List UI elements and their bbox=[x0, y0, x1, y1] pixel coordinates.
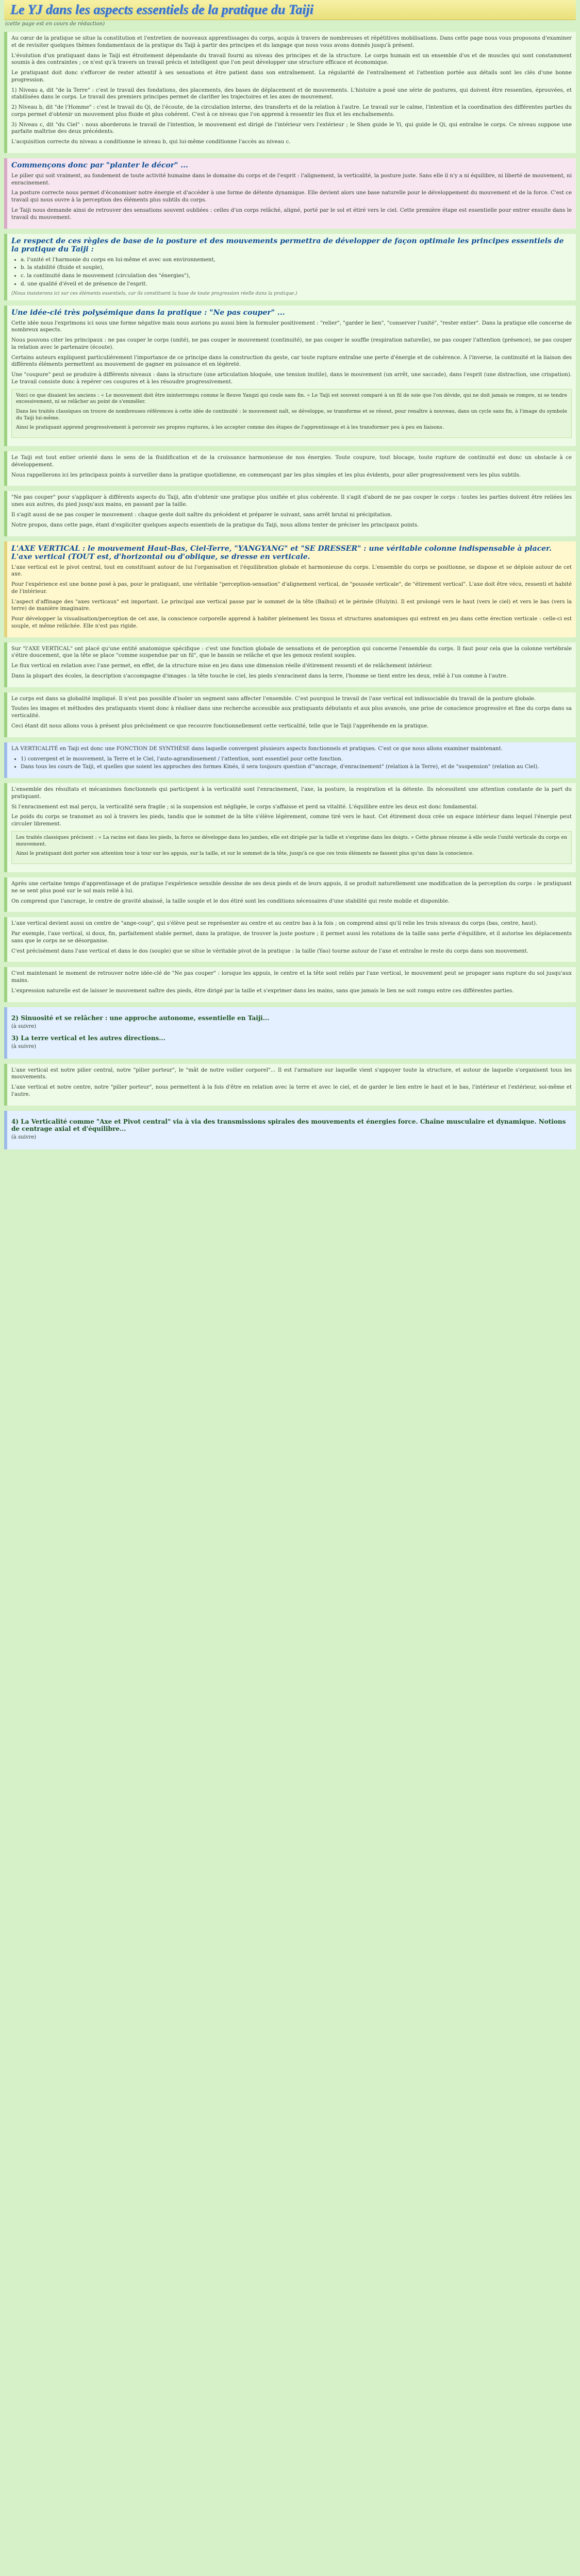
support-paragraph: Après une certaine temps d'apprentissage et de pratique l'expérience sensible dessine de ses deux pieds et de leurs appuis, il se produit naturellement une modification de la perception du corps : le pratiquant ne se sent plus posé sur le sol mais relié à lui. bbox=[11, 880, 572, 894]
followup-item: 3) La terre vertical et les autres directions... bbox=[11, 1034, 165, 1042]
base-rules-note: (Nous insisterons ici sur ces éléments essentiels, car ils constituent la base de toute progression réelle dans la pratique.) bbox=[11, 291, 297, 296]
vertebral-paragraph: Le flux vertical en relation avec l'axe permet, en effet, de la structure mise en jeu dans une dimension réelle d'étirement ressenti et de relâchement intérieur. bbox=[11, 663, 433, 669]
vertebral-section bbox=[4, 642, 576, 687]
function-item: • Dans tous les cours de Taiji, et quelles que soient les approches des formes Kinés, il sera toujours question d'"ancrage, d'enracinement" (relation à la Terre), et de "suspension" (relation au Ciel). bbox=[21, 764, 572, 771]
quote-paragraph: Dans les traités classiques on trouve de nombreuses références à cette idée de continuité : le mouvement naît, se développe, se transforme et se résout, pour renaître à nouveau, dans un cycle sans fin, à l'image du symbole du Taiji lui-même. bbox=[16, 409, 567, 421]
ne-pas-couper-paragraph: Notre propos, dans cette page, étant d'expliciter quelques aspects essentiels de la pratique du Taiji, nous allons tenter de préciser les principaux points. bbox=[11, 522, 419, 528]
pillar-paragraph: Le pilier qui soit vraiment, au fondement de toute activité humaine dans le domaine du corps et de l'esprit : l'alignement, la verticalité, la posture juste. Sans elle il n'y a ni équilibre, ni liberté de mouvement, ni enracinement. bbox=[11, 173, 572, 186]
idea-paragraph: Nous pouvons citer les principaux : ne pas couper le corps (unité), ne pas couper le mouvement (continuité), ne pas couper le souffle (respiration naturelle), ne pas couper l'attention (présence), ne pas couper la relation avec le partenaire (écoute). bbox=[11, 337, 572, 350]
rooting-paragraph: Le poids du corps se transmet au sol à travers les pieds, tandis que le sommet de la tête s'élève légèrement, comme tiré vers le haut. Cet étirement doux crée un espace intérieur dans lequel l'énergie peut circuler librement. bbox=[11, 814, 572, 827]
idea-quote bbox=[11, 389, 572, 438]
vertical-center-paragraph: Par exemple, l'axe vertical, si doux, fin, parfaitement stable permet, dans la pratique, de trouver la juste posture ; il permet aussi les rotations de la taille sans perte d'équilibre, et il autorise les déplacements sans que le corps ne se désorganise. bbox=[11, 931, 572, 944]
followup-answer: (à suivre) bbox=[11, 1023, 37, 1029]
final-answer: (à suivre) bbox=[11, 1134, 37, 1140]
followup-answer: (à suivre) bbox=[11, 1043, 37, 1049]
function-paragraph: LA VERTICALITÉ en Taiji est donc une FONCTION DE SYNTHÈSE dans laquelle convergent plusieurs aspects fonctionnels et pratiques. C'est ce que nous allons examiner maintenant. bbox=[11, 745, 503, 752]
ne-pas-couper-paragraph: Il s'agit aussi de ne pas couper le mouvement : chaque geste doit naître du précédent et préparer le suivant, sans arrêt brutal ni précipitation. bbox=[11, 512, 392, 518]
practice-paragraph: Toutes les images et méthodes des pratiquants visent donc à réaliser dans une recherche accessible aux pratiquants débutants et aux plus avancés, une prise de conscience progressive et fine du corps dans sa verticalité. bbox=[11, 706, 572, 719]
quote-paragraph: Ainsi le pratiquant apprend progressivement à percevoir ses propres ruptures, à les accepter comme des étapes de l'apprentissage et à les transformer peu à peu en liaisons. bbox=[16, 425, 444, 431]
rooting-paragraph: Si l'enracinement est mal perçu, la verticalité sera fragile ; si la suspension est négligée, le corps s'affaisse et perd sa vitalité. L'équilibre entre les deux est donc fondamental. bbox=[11, 804, 478, 810]
support-section bbox=[4, 877, 576, 912]
quote-paragraph: Ainsi le pratiquant doit porter son attention tour à tour sur les appuis, sur la taille, et sur le sommet de la tête, jusqu'à ce que ces trois éléments ne fassent plus qu'un dans la conscience. bbox=[16, 851, 474, 857]
quote-paragraph: Les traités classiques précisent : « La racine est dans les pieds, la force se développe dans les jambes, elle est dirigée par la taille et s'exprime dans les doigts. » Cette phrase résume à elle seule l'unité verticale du corps en mouvement. bbox=[16, 834, 567, 847]
base-rules-title: Le respect de ces règles de base de la posture et des mouvements permettra de développer de façon optimale les principes essentiels de la pratique du Taiji : bbox=[11, 236, 564, 253]
pillar-vertical-section bbox=[4, 1064, 576, 1106]
maintain-paragraph: L'expression naturelle est de laisser le mouvement naître des pieds, être dirigé par la taille et s'exprimer dans les mains, sans que jamais le lien ne soit rompu entre ces différentes parties. bbox=[11, 988, 514, 994]
axis-paragraph: Pour l'expérience est une bonne posé à pas, pour le pratiquant, une véritable "perception-sensation" d'alignement vertical, de "poussée verticale", de "étirement vertical". L'axe doit être vécu, ressenti et habité de l'intérieur. bbox=[11, 582, 572, 595]
followup-item: 2) Sinuosité et se relâcher : une approche autonome, essentielle en Taiji... bbox=[11, 1014, 270, 1022]
maintain-paragraph: C'est maintenant le moment de retrouver notre idée-clé de "Ne pas couper" : lorsque les appuis, le centre et la tête sont reliés par l'axe vertical, le mouvement peut se propager sans rupture du sol jusqu'aux mains. bbox=[11, 971, 572, 984]
final-title: 4) La Verticalité comme "Axe et Pivot central" via à via des transmissions spirales des mouvements et énergies force. Chaîne musculaire et dynamique. Notions de centrage axial et d'équilibre... bbox=[11, 1117, 566, 1132]
base-rule-item: • d. une qualité d'éveil et de présence de l'esprit. bbox=[21, 281, 572, 288]
axis-title: L'AXE VERTICAL : le mouvement Haut-Bas, Ciel-Terre, "YANGYANG" et "SE DRESSER" : une véritable colonne indispensable à placer. L'axe vertical (TOUT est, d'horizontal ou d'oblique, se dresse en verticale. bbox=[11, 544, 552, 561]
vertical-center-section bbox=[4, 917, 576, 962]
cut-paragraph: Nous rappellerons ici les principaux points à surveiller dans la pratique quotidienne, en commençant par les plus simples et les plus évidents, pour aller progressivement vers les plus subtils. bbox=[11, 472, 521, 478]
vertical-center-paragraph: L'axe vertical devient aussi un centre de "ange-coup", qui s'élève peut se représenter au centre et au centre bas à la fois ; on comprend ainsi qu'il relie les trois niveaux du corps (bas, centre, haut). bbox=[11, 921, 538, 927]
intro-paragraph: 2) Niveau b, dit "de l'Homme" : c'est le travail du Qi, de l'écoute, de la circulation interne, des transferts et de la relation à l'autre. Le travail sur le calme, l'intention et la coordination des différentes parties du corps permet d'obtenir un mouvement plus fluide et plus cohérent. C'est à ce niveau que l'on apprend à ressentir les flux et les enchaînements. bbox=[11, 105, 572, 117]
function-list bbox=[11, 756, 572, 771]
function-section bbox=[4, 742, 576, 778]
ne-pas-couper-section bbox=[4, 491, 576, 536]
axis-paragraph: L'axe vertical est le pivot central, tout en constituant autour de lui l'organisation et l'équilibration globale et harmonieuse du corps. L'ensemble du corps se positionne, se dispose et se déploie autour de cet axe. bbox=[11, 564, 572, 578]
intro-paragraph: L'évolution d'un pratiquant dans le Taiji est étroitement dépendante du travail fourni au niveau des principes et de la structure. Le corps humain est un ensemble d'os et de muscles qui sont constamment soumis à des contraintes ; ce n'est qu'à travers un travail précis et intelligent que l'on peut développer une structure efficace et économique. bbox=[11, 53, 572, 66]
base-rules-list bbox=[11, 257, 572, 288]
rooting-section bbox=[4, 783, 576, 872]
vertebral-paragraph: Sur "l'AXE VERTICAL" ont placé qu'une entité anatomique spécifique : c'est une fonction globale de sensations et de perception qui concerne l'ensemble du corps. Il faut pour cela que la colonne vertébrale s'étire doucement, que la tête se place "comme suspendue par un fil", que le bassin se relâche et que les genoux restent souples. bbox=[11, 646, 572, 659]
idea-paragraph: Une "coupure" peut se produire à différents niveaux : dans la structure (une articulation bloquée, une tension inutile), dans le mouvement (un arrêt, une saccade), dans l'esprit (une distraction, une crispation). Le travail consiste donc à repérer ces coupures et à les résoudre progressivement. bbox=[11, 372, 572, 385]
base-rule-item: • b. la stabilité (fluide et souple), bbox=[21, 264, 572, 272]
page-header bbox=[4, 0, 576, 20]
function-item: • 1) convergent et le mouvement, la Terre et le Ciel, l'auto-agrandissement / l'attention, sont essentiel pour cette fonction. bbox=[21, 756, 572, 763]
support-paragraph: On comprend que l'ancrage, le centre de gravité abaissé, la taille souple et le dos étiré sont les conditions nécessaires d'une stabilité qui reste mobile et disponible. bbox=[11, 898, 450, 904]
rooting-paragraph: L'ensemble des résultats et mécanismes fonctionnels qui participent à la verticalité sont l'enracinement, l'axe, la posture, la respiration et la détente. Ils nécessitent une attention constante de la part du pratiquant. bbox=[11, 787, 572, 800]
final-section bbox=[4, 1111, 576, 1149]
idea-section bbox=[4, 306, 576, 447]
base-rule-item: • c. la continuité dans le mouvement (circulation des "énergies"), bbox=[21, 273, 572, 280]
intro-paragraph: 3) Niveau c, dit "du Ciel" : nous aborderons le travail de l'intention, le mouvement est dirigé de l'intérieur vers l'extérieur ; le Shen guide le Yi, qui guide le Qi, qui entraîne le corps. Ce niveau suppose une parfaite maîtrise des deux précédents. bbox=[11, 122, 572, 135]
practice-paragraph: Le corps est dans sa globalité impliqué. Il n'est pas possible d'isoler un segment sans affecter l'ensemble. C'est pourquoi le travail de l'axe vertical est indissociable du travail de la posture globale. bbox=[11, 696, 536, 702]
practice-paragraph: Ceci étant dit nous allons vous à présent plus précisément ce que recouvre fonctionnellement cette verticalité, telle que le Taiji l'appréhende en la pratique. bbox=[11, 723, 429, 730]
axis-paragraph: L'aspect d'affinage des "axes verticaux" est important. Le principal axe vertical passe par le sommet de la tête (Baihui) et le périnée (Huiyin). Il est prolongé vers le haut (vers le ciel) et vers le bas (vers la terre) de manière imaginaire. bbox=[11, 599, 572, 612]
pillar-paragraph: Le Taiji nous demande ainsi de retrouver des sensations souvent oubliées : celles d'un corps relâché, aligné, porté par le sol et étiré vers le ciel. Cette première étape est essentielle pour entrer ensuite dans le travail du mouvement. bbox=[11, 208, 572, 221]
pillar-section bbox=[4, 158, 576, 229]
page-title: Le YJ dans les aspects essentiels de la pratique du Taiji bbox=[10, 2, 313, 17]
ne-pas-couper-paragraph: "Ne pas couper" pour s'appliquer à différents aspects du Taiji, afin d'obtenir une pratique plus unifiée et plus cohérente. Il s'agit d'abord de ne pas couper le corps : toutes les parties doivent être reliées les unes aux autres, du pied jusqu'aux mains, en passant par la taille. bbox=[11, 495, 572, 508]
maintain-section bbox=[4, 967, 576, 1002]
intro-paragraph: Au cœur de la pratique se situe la constitution et l'entretien de nouveaux apprentissages du corps, acquis à travers de nombreuses et répétitives mobilisations. Dans cette page nous vous proposons d'examiner et de revisiter quelques thèmes fondamentaux de la pratique du Taiji à partir des principes et du langage que nous vous avons donnés jusqu'à présent. bbox=[11, 36, 572, 48]
pillar-paragraph: La posture correcte nous permet d'économiser notre énergie et d'accéder à une forme de détente dynamique. Elle devient alors une base naturelle pour le développement du mouvement et de la force. C'est ce travail qui nous ouvre à la perception des éléments plus subtils du corps. bbox=[11, 190, 572, 204]
vertebral-paragraph: Dans la plupart des écoles, la description s'accompagne d'images : la tête touche le ciel, les pieds s'enracinent dans la terre, l'homme se tient entre les deux, relié à l'un comme à l'autre. bbox=[11, 673, 508, 679]
base-rule-item: • a. l'unité et l'harmonie du corps en lui-même et avec son environnement, bbox=[21, 257, 572, 264]
page bbox=[0, 0, 580, 1160]
quote-paragraph: Voici ce que disaient les anciens : « Le mouvement doit être ininterrompu comme le fleuve Yangzi qui coule sans fin. » Le Taiji est souvent comparé à un fil de soie que l'on dévide, qui ne doit jamais se rompre, ni se tendre excessivement, ni se relâcher au point de s'emmêler. bbox=[16, 392, 567, 405]
cut-paragraph: Le Taiji est tout entier orienté dans le sens de la fluidification et de la croissance harmonieuse de nos énergies. Toute coupure, tout blocage, toute rupture de continuité est donc un obstacle à ce développement. bbox=[11, 455, 572, 468]
cut-section bbox=[4, 451, 576, 486]
axis-paragraph: Pour développer la visualisation/perception de cet axe, la conscience corporelle apprend à habiter pleinement les tissus et structures anatomiques qui entrent en jeu dans cette érection verticale : celle-ci est souple, et même relâchée. Elle n'est pas rigide. bbox=[11, 616, 572, 629]
base-rules-section bbox=[4, 234, 576, 300]
idea-paragraph: Cette idée nous l'exprimons ici sous une forme négative mais nous aurions pu aussi bien la formuler positivement : "relier", "garder le lien", "conserver l'unité", "rester entier". Dans la pratique elle concerne de nombreux aspects. bbox=[11, 320, 572, 333]
pillar-title: Commençons donc par "planter le décor" ... bbox=[11, 161, 188, 170]
pillar-vertical-paragraph: L'axe vertical et notre centre, notre "pilier porteur", nous permettent à la fois d'être en relation avec la terre et avec le ciel, et de garder le lien entre le haut et le bas, l'intérieur et l'extérieur, soi-même et l'autre. bbox=[11, 1084, 572, 1097]
followup-section bbox=[4, 1007, 576, 1059]
pillar-vertical-paragraph: L'axe vertical est notre pilier central, notre "pilier porteur", le "mât de notre voilier corporel"... Il est l'armature sur laquelle vient s'appuyer toute la structure, et autour de laquelle s'organisent tous les mouvements. bbox=[11, 1067, 572, 1080]
intro-section bbox=[4, 32, 576, 153]
idea-title: Une idée-clé très polysémique dans la pratique : "Ne pas couper" ... bbox=[11, 308, 285, 317]
idea-paragraph: Certains auteurs expliquent particulièrement l'importance de ce principe dans la construction du geste, car toute rupture entraîne une perte d'énergie et de cohérence. À l'inverse, la continuité et la liaison des différents éléments permettent au mouvement de gagner en puissance et en légèreté. bbox=[11, 354, 572, 368]
rooting-quote bbox=[11, 831, 572, 864]
page-subtitle: (cette page est en cours de rédaction) bbox=[5, 21, 105, 27]
intro-paragraph: 1) Niveau a, dit "de la Terre" : c'est le travail des fondations, des placements, des bases de déplacement et de mouvements. L'histoire a posé une série de postures, qui doivent être ressenties, éprouvées, et stabilisées dans le corps. Le travail des premiers principes permet de clarifier les trajectoires et les axes de mouvement. bbox=[11, 87, 572, 100]
vertical-center-paragraph: C'est précisément dans l'axe vertical et dans le dos (souple) que se situe le véritable pivot de la pratique : la taille (Yao) tourne autour de l'axe et entraîne le reste du corps dans son mouvement. bbox=[11, 948, 528, 954]
intro-conclusion: L'acquisition correcte du niveau a conditionne le niveau b, qui lui-même conditionne l'accès au niveau c. bbox=[11, 139, 291, 145]
intro-paragraph: Le pratiquant doit donc s'efforcer de rester attentif à ses sensations et être patient dans son entraînement. La régularité de l'entraînement et l'attention portée aux détails sont les clés d'une bonne progression. bbox=[11, 70, 572, 83]
practice-section bbox=[4, 692, 576, 737]
axis-section bbox=[4, 541, 576, 637]
